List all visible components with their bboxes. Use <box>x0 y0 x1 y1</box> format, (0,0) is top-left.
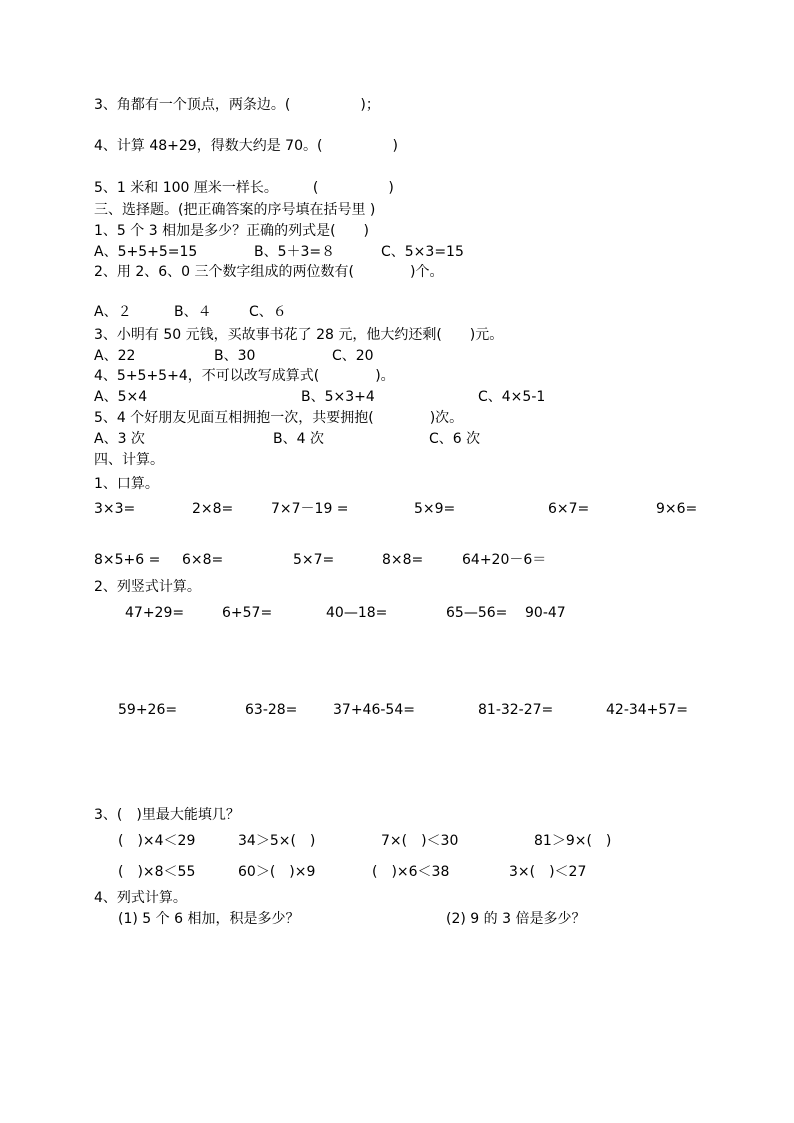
vertical-item: 6+57= <box>222 605 273 621</box>
vertical-item: 47+29= <box>125 605 185 621</box>
choice-q3-option-b: B、30 <box>214 348 256 364</box>
calc-heading: 四、计算。 <box>94 452 164 468</box>
choice-q1-option-c: C、5×3=15 <box>381 244 464 260</box>
oral-item: 6×7= <box>548 501 590 517</box>
oral-item: 3×3= <box>94 501 136 517</box>
choice-q2-option-c: C、６ <box>249 304 287 320</box>
fill-title: 3、( )里最大能填几？ <box>94 807 240 823</box>
fill-item: 34＞5×( ) <box>238 833 316 849</box>
word-problem-2: (2) 9 的 3 倍是多少？ <box>446 911 586 927</box>
fill-item: 60＞( )×9 <box>238 864 316 880</box>
oral-item: 64+20－6＝ <box>462 552 547 568</box>
vertical-item: 90-47 <box>525 605 566 621</box>
oral-item: 8×8= <box>382 552 424 568</box>
oral-item: 5×7= <box>293 552 335 568</box>
choice-q5-option-c: C、6 次 <box>429 431 481 447</box>
choice-q2-option-a: A、２ <box>94 304 132 320</box>
choice-q1-option-b: B、5＋3=８ <box>254 244 336 260</box>
choice-q5-stem: 5、4 个好朋友见面互相拥抱一次，共要拥抱( )次。 <box>94 410 464 426</box>
vertical-item: 65—56= <box>446 605 508 621</box>
choice-q4-stem: 4、5+5+5+4，不可以改写成算式( )。 <box>94 368 395 384</box>
choice-heading: 三、选择题。(把正确答案的序号填在括号里 ) <box>94 202 376 218</box>
oral-title: 1、口算。 <box>94 476 159 492</box>
choice-q4-option-c: C、4×5-1 <box>478 389 546 405</box>
choice-q4-option-b: B、5×3+4 <box>301 389 375 405</box>
choice-q3-stem: 3、小明有 50 元钱，买故事书花了 28 元，他大约还剩( )元。 <box>94 327 504 343</box>
oral-item: 9×6= <box>656 501 698 517</box>
choice-q3-option-c: C、20 <box>332 348 374 364</box>
choice-q1-stem: 1、5 个 3 相加是多少？正确的列式是( ) <box>94 223 369 239</box>
fill-item: ( )×8＜55 <box>118 864 196 880</box>
oral-item: 2×8= <box>192 501 234 517</box>
vertical-item: 59+26= <box>118 702 178 718</box>
fill-item: ( )×4＜29 <box>118 833 196 849</box>
choice-q2-stem: 2、用 2、6、0 三个数字组成的两位数有( )个。 <box>94 264 444 280</box>
vertical-item: 63-28= <box>245 702 298 718</box>
choice-q5-option-b: B、4 次 <box>273 431 324 447</box>
fill-item: 7×( )＜30 <box>381 833 459 849</box>
choice-q2-option-b: B、４ <box>174 304 212 320</box>
vertical-item: 40—18= <box>326 605 388 621</box>
oral-item: 6×8= <box>182 552 224 568</box>
choice-q4-option-a: A、5×4 <box>94 389 148 405</box>
fill-item: ( )×6＜38 <box>372 864 450 880</box>
word-problem-1: (1) 5 个 6 相加，积是多少？ <box>118 911 300 927</box>
fill-item: 3×( )＜27 <box>509 864 587 880</box>
word-title: 4、列式计算。 <box>94 890 187 906</box>
oral-item: 7×7－19 = <box>271 501 349 517</box>
choice-q1-option-a: A、5+5+5=15 <box>94 244 198 260</box>
oral-item: 5×9= <box>414 501 456 517</box>
vertical-item: 81-32-27= <box>478 702 554 718</box>
tf-question-4: 4、计算 48+29，得数大约是 70。( ) <box>94 138 398 154</box>
oral-item: 8×5+6 = <box>94 552 161 568</box>
choice-q5-option-a: A、3 次 <box>94 431 145 447</box>
vertical-item: 42-34+57= <box>606 702 688 718</box>
fill-item: 81＞9×( ) <box>534 833 612 849</box>
tf-question-3: 3、角都有一个顶点，两条边。( )； <box>94 97 380 113</box>
vertical-title: 2、列竖式计算。 <box>94 579 201 595</box>
vertical-item: 37+46-54= <box>333 702 415 718</box>
choice-q3-option-a: A、22 <box>94 348 136 364</box>
tf-question-5: 5、1 米和 100 厘米一样长。 ( ) <box>94 180 394 196</box>
